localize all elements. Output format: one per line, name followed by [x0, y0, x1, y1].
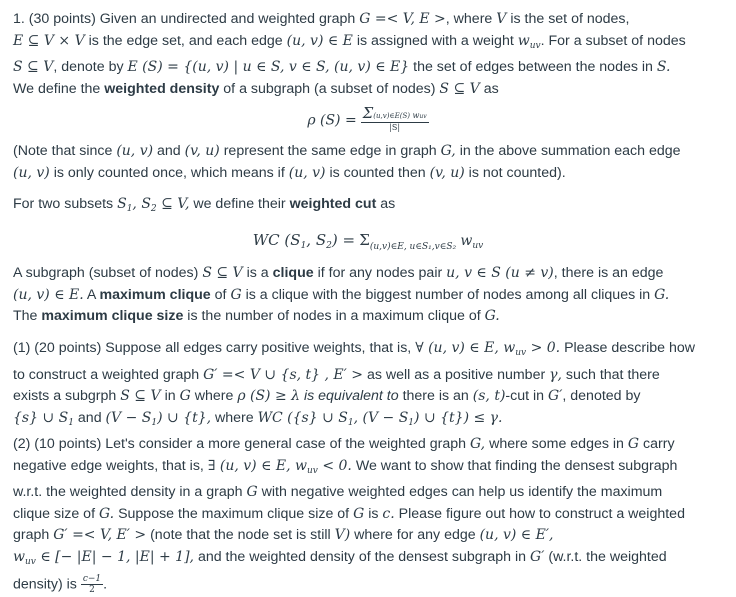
intro-line-2: E ⊆ V × V is the edge set, and each edge (u, v) ∈ E is assigned with a weight $w_{uv}$. For a subset of nodes: [13, 32, 686, 51]
clique-definition: A subgraph (subset of nodes) S ⊆ V is a clique if for any nodes pair u, v ∈ S (u ≠ v), there is an edge (u, v) ∈ E. A maximum clique of G is a clique with the biggest number of nodes among all cliques in G. The maximum clique size is the number of nodes in a maximum clique of G.: [13, 265, 670, 325]
problem-intro: [13, 9, 725, 100]
part-2-question: (2) (10 points) Let's consider a more general case of the weighted graph G, where some edges in G carry negative edge weights, that is, ∃ (u, v) ∈ E, $w_{uv} < 0$. We want to show that finding the densest subgraph w.r.t. the weighted density in a graph G with negative weighted edges can help us identify the maximum clique size of G. Suppose the maximum clique size of G is c. Please figure out how to construct a weighted graph G′ =< V, E′ > (note that the node set is still V) where for any edge (u, v) ∈ E′, $w_{uv}$ ∈ [− |E| − 1, |E| + 1], and the weighted density of the densest subgraph in G′ (w.r.t. the weighted density) is $\frac{c-1}{2}$ .: [13, 436, 685, 595]
weighted-cut-intro: For two subsets $S_1$, $S_2$ ⊆ V, we define their weighted cut as: [13, 196, 396, 214]
note-paragraph: (Note that since (u, v) and (v, u) represent the same edge in graph G, in the above summation each edge (u, v) is only counted once, which means if (u, v) is counted then (v, u) is not counted).: [13, 143, 681, 181]
part-1-question: (1) (20 points) Suppose all edges carry positive weights, that is, ∀ (u, v) ∈ E, $w_{uv} > 0$. Please describe how to construct a weighted graph G′ =< V ∪ {s, t} , E′ > as well as a positive number γ, such that there exists a subgrph S ⊆ V in G where ρ (S) ≥ λ is equivalent to there is an (s, t)-cut in G′, denoted by {s} ∪ $S_1$ and $(V - S_1)$ ∪ {t}, where WC ({s} ∪ $S_1$, $(V - S_1)$ ∪ {t}) ≤ γ.: [13, 340, 695, 428]
intro-line-1: 1. (30 points) Given an undirected and weighted graph G =< V, E >, where V is the set of nodes,: [13, 11, 630, 27]
weighted-cut-formula: WC ($S_1$, $S_2) = \Sigma_{(u,v)\in E, u\in S_1,v\in S_2}$ $w_{uv}$: [252, 231, 484, 252]
intro-line-3: S ⊆ V, denote by E (S) = {(u, v) | u ∈ S, v ∈ S, (u, v) ∈ E} the set of edges between the nodes in S.: [13, 59, 671, 76]
intro-line-4: We define the weighted density of a subgraph (a subset of nodes) S ⊆ V as: [13, 80, 499, 97]
density-fraction: $\frac{\text{Σ(u,v)∈E(S) wuv}}{|S|}$: [362, 104, 427, 132]
density-answer-fraction: $\frac{c-1}{2}$: [82, 573, 102, 595]
density-formula: ρ (S) = $\frac{\text{Σ(u,v)∈E(S) wuv}}{|S|}$: [307, 104, 427, 132]
